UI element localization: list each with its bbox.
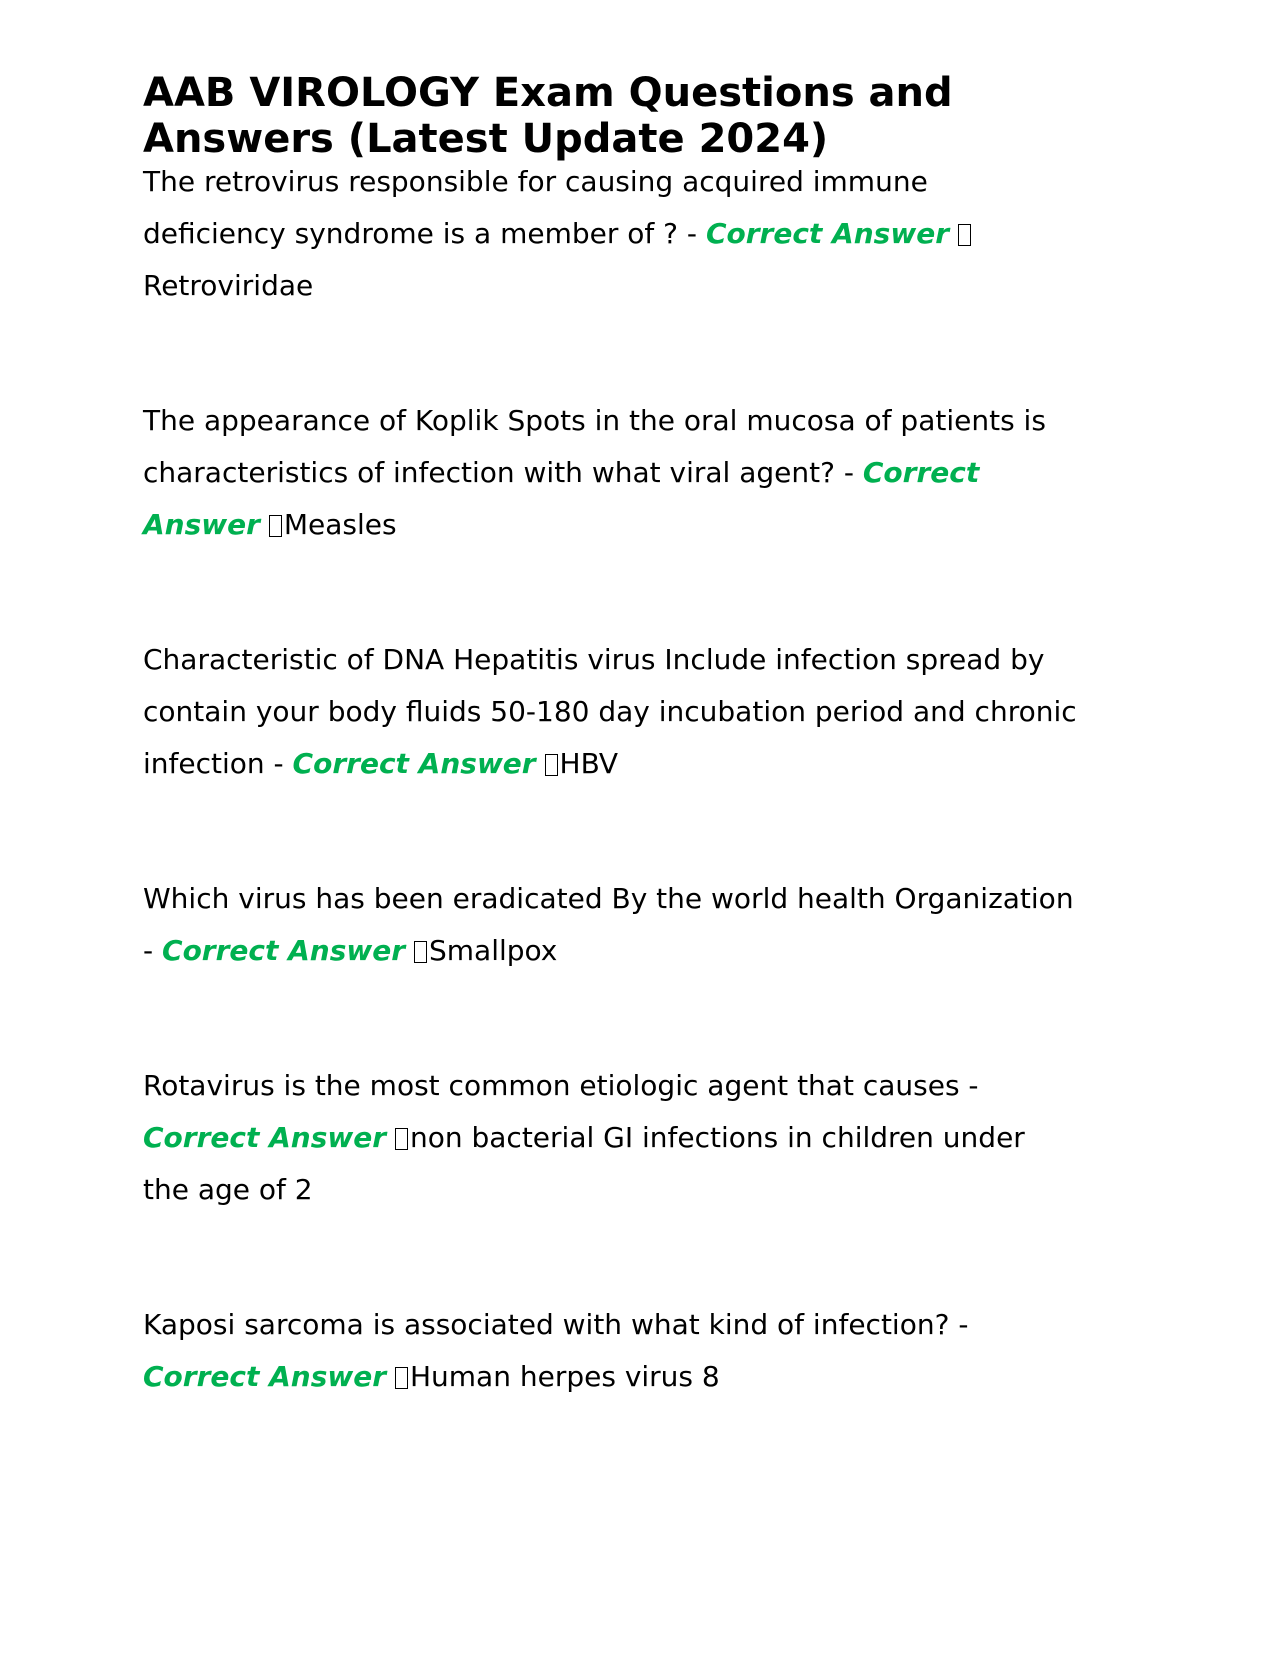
answer-text: non bacterial GI infections in children under the age of 2 bbox=[143, 1121, 1025, 1206]
correct-answer-label: Correct Answer bbox=[143, 1360, 387, 1393]
correct-answer-label: Correct Answer bbox=[705, 217, 949, 250]
qa-item bbox=[143, 873, 1078, 977]
question-text: Characteristic of DNA Hepatitis virus Include infection spread by contain your body fluids 50-180 day incubation period and chronic infection - bbox=[143, 643, 1077, 780]
qa-item bbox=[143, 395, 1078, 551]
correct-answer-label: Correct Answer bbox=[143, 1121, 387, 1154]
question-text: Kaposi sarcoma is associated with what kind of infection? - bbox=[143, 1308, 969, 1341]
qa-list bbox=[143, 156, 1078, 1403]
answer-text: HBV bbox=[559, 747, 619, 780]
missing-glyph-icon bbox=[414, 941, 427, 963]
answer-text: Measles bbox=[283, 508, 397, 541]
correct-answer-label: Correct Answer bbox=[143, 456, 980, 541]
missing-glyph-icon bbox=[545, 754, 558, 776]
question-text: The appearance of Koplik Spots in the oral mucosa of patients is characteristics of infection with what viral agent? - bbox=[143, 404, 1046, 489]
correct-answer-label: Correct Answer bbox=[162, 934, 406, 967]
question-text: The retrovirus responsible for causing acquired immune deficiency syndrome is a member of ? - bbox=[143, 165, 928, 250]
missing-glyph-icon bbox=[395, 1128, 408, 1150]
question-text: Which virus has been eradicated By the world health Organization - bbox=[143, 882, 1074, 967]
missing-glyph-icon bbox=[269, 515, 282, 537]
answer-text: Smallpox bbox=[428, 934, 558, 967]
answer-text: Retroviridae bbox=[143, 269, 314, 302]
qa-item bbox=[143, 156, 1078, 312]
document-page bbox=[143, 70, 1078, 1486]
qa-item bbox=[143, 1299, 1078, 1403]
missing-glyph-icon bbox=[395, 1367, 408, 1389]
qa-item bbox=[143, 634, 1078, 790]
missing-glyph-icon bbox=[958, 224, 971, 246]
question-text: Rotavirus is the most common etiologic agent that causes - bbox=[143, 1069, 979, 1102]
qa-item bbox=[143, 1060, 1078, 1216]
answer-text: Human herpes virus 8 bbox=[409, 1360, 720, 1393]
correct-answer-label: Correct Answer bbox=[292, 747, 536, 780]
document-title: AAB VIROLOGY Exam Questions and Answers (Latest Update 2024) bbox=[143, 70, 953, 162]
